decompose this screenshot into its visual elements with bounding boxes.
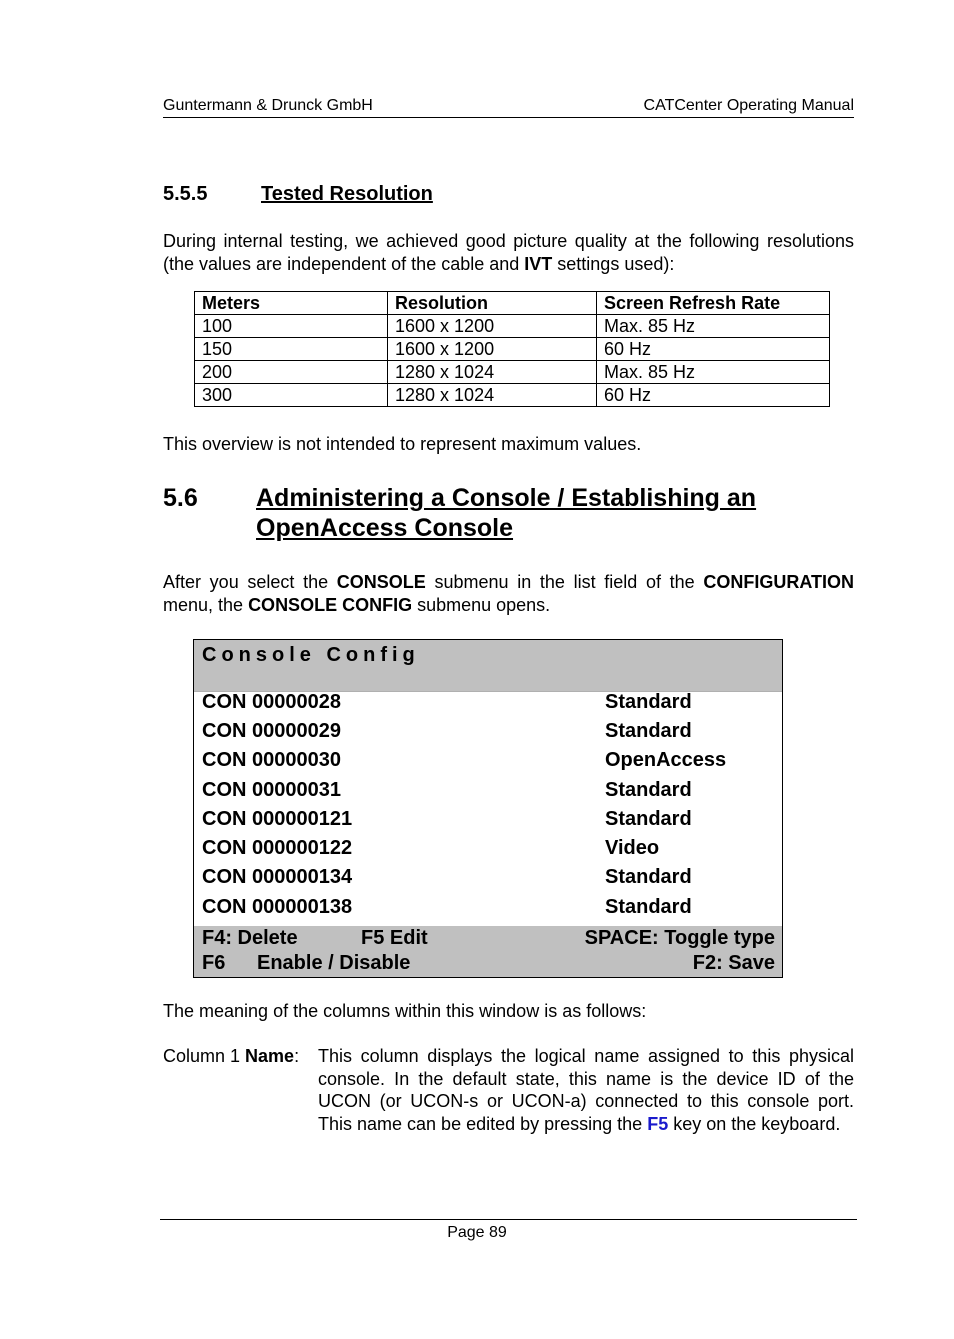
console-type: Standard	[605, 691, 692, 713]
console-row[interactable]	[202, 808, 774, 837]
table-row	[195, 315, 830, 338]
console-row[interactable]	[202, 837, 774, 866]
cell-meters: 100	[195, 315, 388, 338]
window-key-legend	[194, 926, 782, 977]
header-manual-title: CATCenter Operating Manual	[643, 97, 854, 114]
console-name: CON 000000134	[202, 866, 353, 888]
f5-key-reference: F5	[647, 1113, 669, 1134]
console-name: CON 000000122	[202, 837, 353, 859]
column1-label: Column 1 Name:	[163, 1046, 300, 1066]
console-name: CON 000000138	[202, 896, 353, 918]
table-header-row	[195, 292, 830, 315]
cell-refresh: Max. 85 Hz	[597, 315, 830, 338]
cell-refresh: 60 Hz	[597, 384, 830, 407]
overview-note: This overview is not intended to represent maximum values.	[163, 434, 642, 454]
delete-key-hint[interactable]: F4: Delete	[202, 927, 298, 949]
console-row[interactable]	[202, 749, 774, 778]
cell-resolution: 1600 x 1200	[388, 338, 597, 361]
f6-key-label[interactable]: F6	[202, 952, 226, 974]
console-submenu-intro: After you select the CONSOLE submenu in the list field of the CONFIGURATION menu, the CONSOLE CONFIG submenu opens.	[163, 572, 854, 615]
section-number: 5.6	[163, 484, 198, 512]
console-row[interactable]	[202, 779, 774, 808]
window-title: Console Config	[202, 644, 420, 666]
console-type: Standard	[605, 896, 692, 918]
tested-resolution-intro: During internal testing, we achieved good picture quality at the following resolutions (the values are independent of the cable and IVT settings used):	[163, 231, 854, 274]
cell-resolution: 1280 x 1024	[388, 384, 597, 407]
edit-key-hint[interactable]: F5 Edit	[361, 927, 428, 949]
console-name: CON 00000031	[202, 779, 341, 801]
console-type: Standard	[605, 866, 692, 888]
console-name: CON 000000121	[202, 808, 353, 830]
console-type: Standard	[605, 808, 692, 830]
page-number: Page 89	[447, 1224, 507, 1241]
console-row[interactable]	[202, 691, 774, 720]
page-header	[163, 97, 854, 118]
cell-refresh: Max. 85 Hz	[597, 361, 830, 384]
console-type: Standard	[605, 779, 692, 801]
save-key-hint[interactable]: F2: Save	[692, 952, 775, 974]
console-type: Standard	[605, 720, 692, 742]
column1-description: This column displays the logical name assigned to this physical console. In the default state, this name is the device ID of the UCON (or UCON-s or UCON-a) connected to this console port. This name can be edited by pressing the F5 key on the keyboard.	[318, 1046, 854, 1134]
section-title: Administering a Console / Establishing an OpenAccess Console	[256, 484, 757, 542]
toggle-type-key-hint[interactable]: SPACE: Toggle type	[584, 927, 775, 949]
header-company: Guntermann & Drunck GmbH	[163, 97, 373, 114]
columns-intro: The meaning of the columns within this window is as follows:	[163, 1001, 647, 1021]
enable-disable-key-hint[interactable]: Enable / Disable	[257, 952, 411, 974]
section-title: Tested Resolution	[261, 183, 433, 205]
column-header: Meters	[195, 292, 388, 315]
console-name: CON 00000028	[202, 691, 341, 713]
cell-meters: 300	[195, 384, 388, 407]
table-row	[195, 361, 830, 384]
console-type: Video	[605, 837, 660, 859]
window-title-bar	[194, 640, 782, 692]
console-row[interactable]	[202, 720, 774, 749]
console-type: OpenAccess	[605, 749, 727, 771]
section-number: 5.5.5	[163, 183, 208, 205]
cell-resolution: 1280 x 1024	[388, 361, 597, 384]
column-header: Resolution	[388, 292, 597, 315]
cell-refresh: 60 Hz	[597, 338, 830, 361]
cell-resolution: 1600 x 1200	[388, 315, 597, 338]
console-row[interactable]	[202, 866, 774, 895]
console-name: CON 00000030	[202, 749, 341, 771]
table-row	[195, 338, 830, 361]
console-config-window	[193, 639, 783, 978]
cell-meters: 200	[195, 361, 388, 384]
column-header: Screen Refresh Rate	[597, 292, 830, 315]
console-row[interactable]	[202, 896, 774, 925]
resolution-table	[194, 291, 830, 407]
console-name: CON 00000029	[202, 720, 341, 742]
cell-meters: 150	[195, 338, 388, 361]
footer-rule	[160, 1219, 857, 1220]
table-row	[195, 384, 830, 407]
